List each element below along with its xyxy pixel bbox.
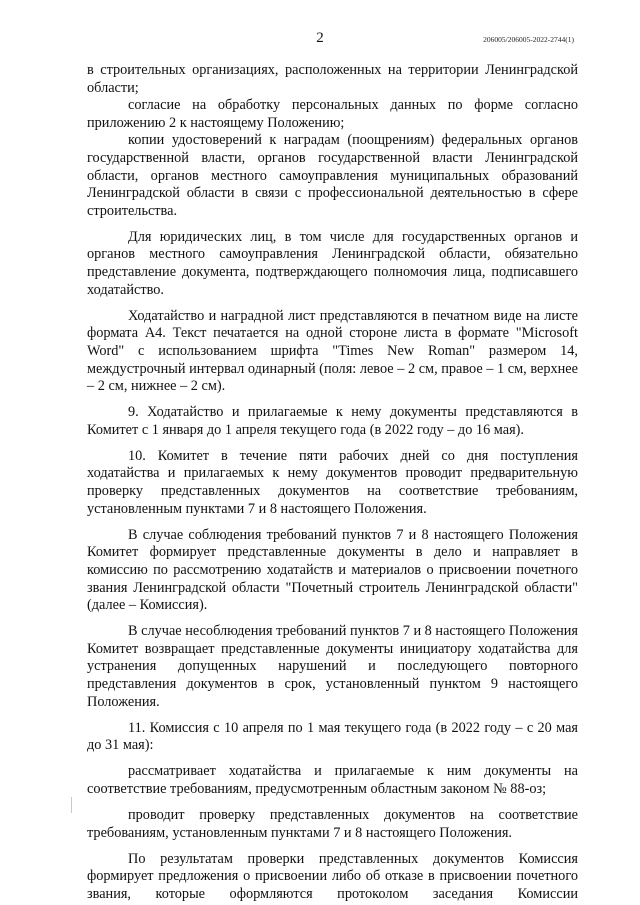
paragraph-compliance: В случае соблюдения требований пунктов 7 и 8 настоящего Положения Комитет формирует представленные документы в дело и направляет в комиссию по рассмотрению ходатайств и материалов о присвоении почетного звания Ленинградской области "Почетный строитель Ленинградской области" (далее – Комиссия). [87, 526, 578, 614]
paragraph-verification: проводит проверку представленных документов на соответствие требованиям, установленным пунктами 7 и 8 настоящего Положения. [87, 807, 578, 841]
paragraph-list-continuation: в строительных организациях, расположенных на территории Ленинградской области; [87, 62, 578, 96]
paragraph-format-requirements: Ходатайство и наградной лист представляются в печатном виде на листе формата А4. Текст печатается на одной стороне листа в формате "Microsoft Word" с использованием шрифта "Times New Roman" размером 14, междустрочный интервал одинарный (поля: левое – 2 см, правое – 1 см, верхнее – 2 см, нижнее – 2 см). [87, 307, 578, 395]
document-id: 206005/206005-2022-2744(1) [483, 35, 574, 44]
paragraph-review: рассматривает ходатайства и прилагаемые к ним документы на соответствие требованиям, предусмотренным областным законом № 88-оз; [87, 763, 578, 797]
paragraph-consent: согласие на обработку персональных данных по форме согласно приложению 2 к настоящему Положению; [87, 97, 578, 131]
paragraph-legal-entities: Для юридических лиц, в том числе для государственных органов и органов местного самоуправления Ленинградской области, обязательно представление документа, подтверждающего полномочия лица, подписавшего ходатайство. [87, 228, 578, 298]
paragraph-award-copies: копии удостоверений к наградам (поощрениям) федеральных органов государственной власти, органов государственной власти Ленинградской области, органов местного самоуправления муниципальных образований Ленинградской области в связи с профессиональной деятельностью в сфере строительства. [87, 132, 578, 219]
paragraph-non-compliance: В случае несоблюдения требований пунктов 7 и 8 настоящего Положения Комитет возвращает представленные документы инициатору ходатайства для устранения допущенных нарушений и последующего повторного представления документов в срок, установленный пунктом 9 настоящего Положения. [87, 623, 578, 710]
document-body [87, 62, 578, 904]
paragraph-clause-9: 9. Ходатайство и прилагаемые к нему документы представляются в Комитет с 1 января до 1 апреля текущего года (в 2022 году – до 16 мая). [87, 404, 578, 438]
page-number: 2 [316, 30, 324, 46]
margin-mark [71, 797, 75, 813]
paragraph-clause-11: 11. Комиссия с 10 апреля по 1 мая текущего года (в 2022 году – с 20 мая до 31 мая): [87, 719, 578, 754]
paragraph-results: По результатам проверки представленных документов Комиссия формирует предложения о присвоении либо об отказе в присвоении почетного звания, которые оформляются протоколом заседания Комиссии [87, 850, 578, 902]
paragraph-clause-10: 10. Комитет в течение пяти рабочих дней со дня поступления ходатайства и прилагаемых к нему документов проводит предварительную проверку представленных документов на соответствие требованиям, установленным пунктами 7 и 8 настоящего Положения. [87, 447, 578, 517]
